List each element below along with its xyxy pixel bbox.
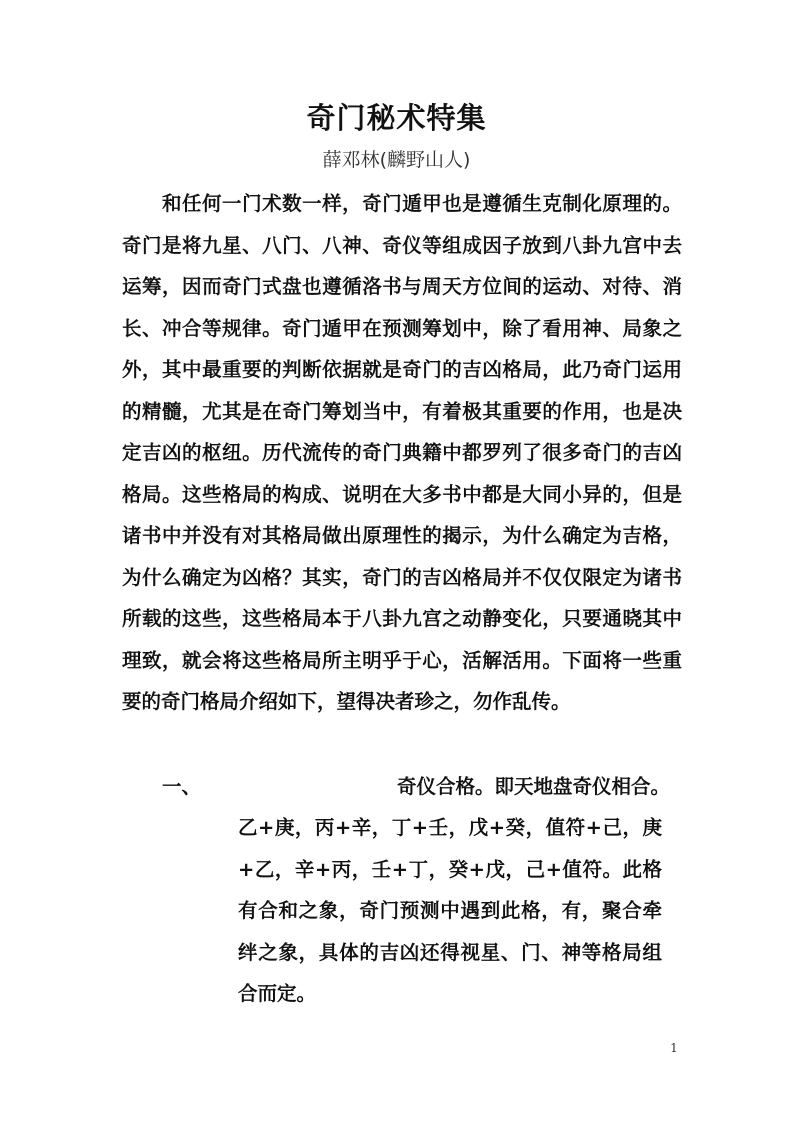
section-heading-line [122, 766, 682, 807]
intro-paragraph: 和任何一门术数一样，奇门遁甲也是遵循生克制化原理的。奇门是将九星、八门、八神、奇仪等组成因子放到八卦九宫中去运筹，因而奇门式盘也遵循洛书与周天方位间的运动、对待、消长、冲合等规律。奇门遁甲在预测筹划中，除了看用神、局象之外，其中最重要的判断依据就是奇门的吉凶格局，此乃奇门运用的精髓，尤其是在奇门筹划当中，有着极其重要的作用，也是决定吉凶的枢纽。历代流传的奇门典籍中都罗列了很多奇门的吉凶格局。这些格局的构成、说明在大多书中都是大同小异的，但是诸书中并没有对其格局做出原理性的揭示，为什么确定为吉格，为什么确定为凶格？其实，奇门的吉凶格局并不仅仅限定为诸书所载的这些，这些格局本于八卦九宫之动静变化，只要通晓其中理致，就会将这些格局所主明乎于心，活解活用。下面将一些重要的奇门格局介绍如下，望得决者珍之，勿作乱传。 [122, 192, 682, 713]
page-number: 1 [670, 1041, 678, 1055]
document-author: 薛邓林(麟野山人) [322, 149, 471, 171]
section-body: 乙+庚，丙+辛，丁+壬，戊+癸，值符+己，庚+乙，辛+丙，壬+丁，癸+戊，己+值符。此格有合和之象，奇门预测中遇到此格，有，聚合牵绊之象，具体的吉凶还得视星、门、神等格局组合而定。 [238, 816, 662, 1005]
section-number: 一、 [162, 775, 202, 798]
section-heading: 奇仪合格。即天地盘奇仪相合。 [396, 775, 670, 798]
document-title: 奇门秘术特集 [306, 101, 487, 135]
